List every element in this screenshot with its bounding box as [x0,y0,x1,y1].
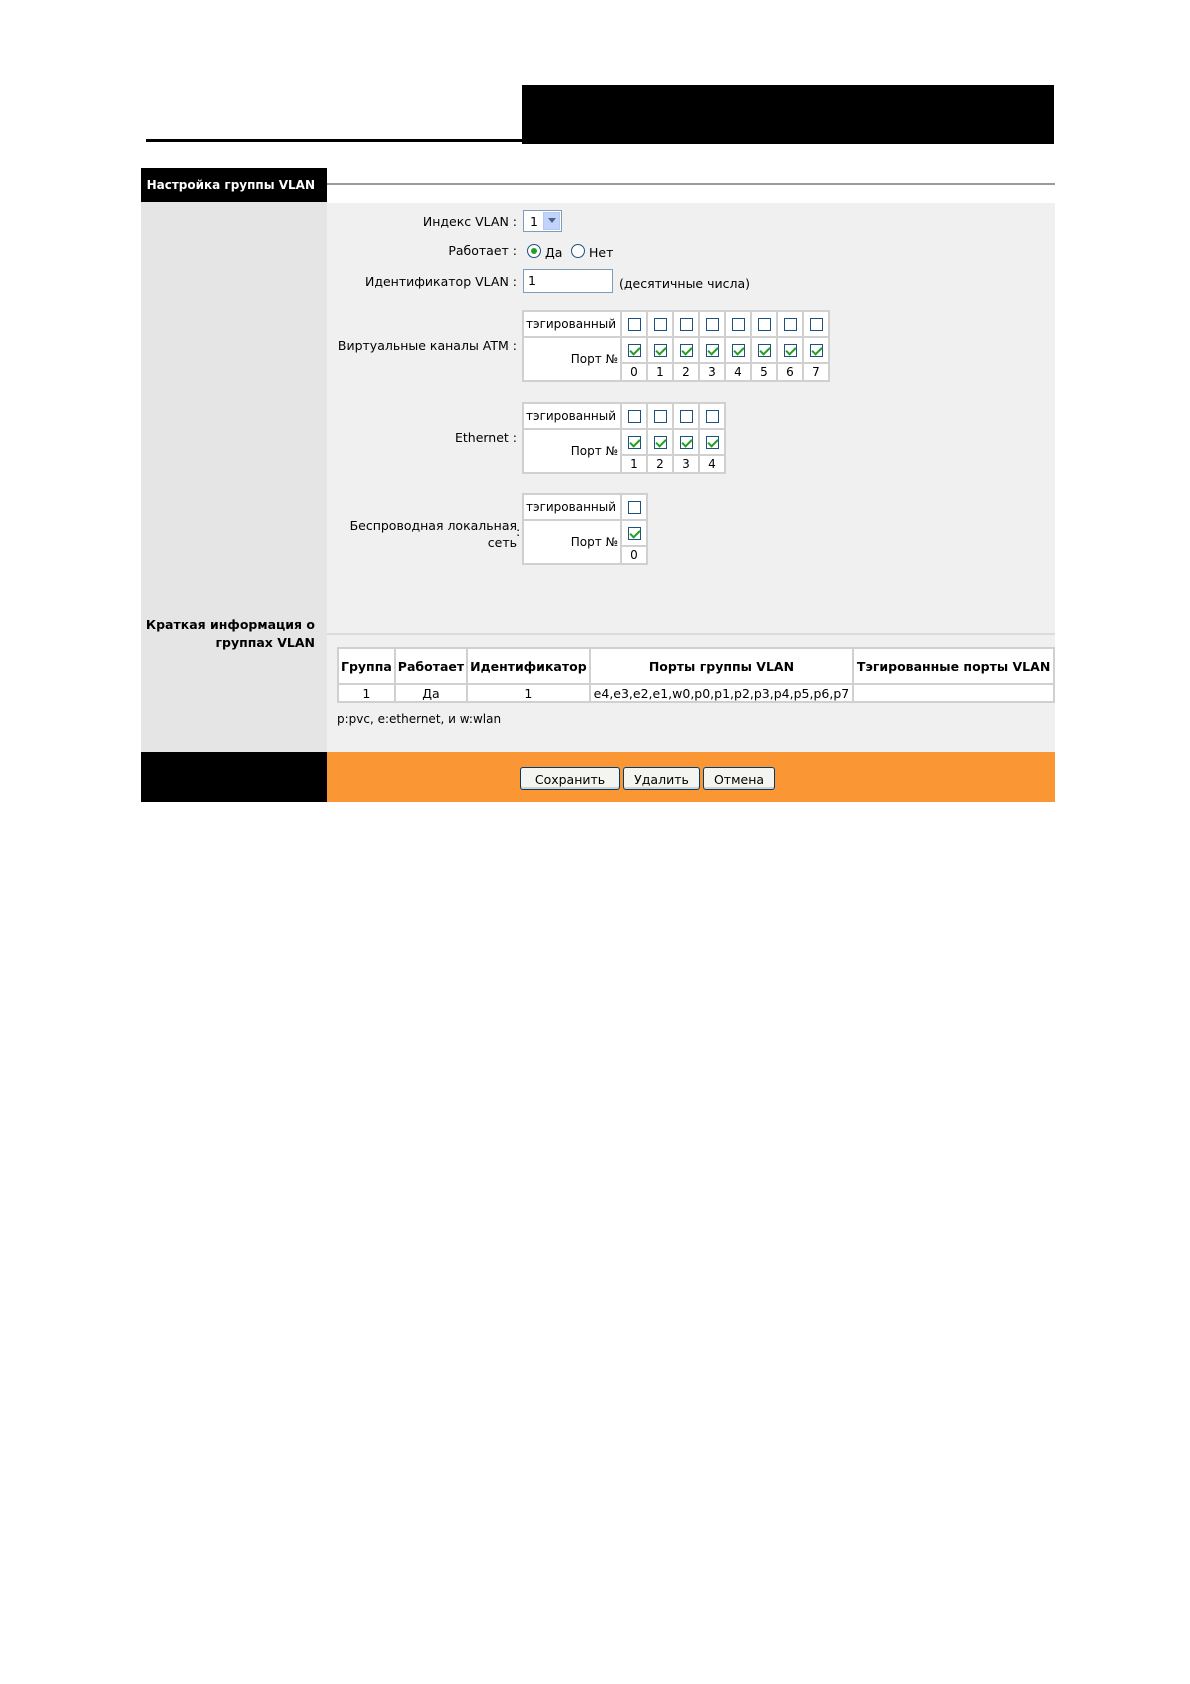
ethernet-member-checkbox-3[interactable] [680,436,693,449]
vlan-summary-table [337,647,1055,703]
atm-label: Виртуальные каналы ATM : [337,338,517,353]
vlan-id-hint: (десятичные числа) [619,276,751,291]
save-button[interactable]: Сохранить [520,767,620,790]
atm-tagged-checkbox-3[interactable] [706,318,719,331]
ethernet-member-checkbox-1[interactable] [628,436,641,449]
active-no-radio[interactable] [571,244,585,258]
ethernet-tagged-checkbox-2[interactable] [654,410,667,423]
wlan-member-checkbox-0[interactable] [628,527,641,540]
atm-member-checkbox-5[interactable] [758,344,771,357]
atm-member-checkbox-3[interactable] [706,344,719,357]
port-label: Порт № [523,429,621,473]
summary-header-id: Идентификатор [467,648,590,684]
summary-header-tagged: Тэгированные порты VLAN [853,648,1054,684]
summary-header-group: Группа [338,648,395,684]
ethernet-tagged-checkbox-3[interactable] [680,410,693,423]
atm-port-table [522,310,830,382]
tagged-label: тэгированный [523,403,621,429]
tagged-label: тэгированный [523,494,621,520]
port-label: Порт № [523,520,621,564]
header-banner [522,85,1054,144]
atm-port-number: 0 [621,363,647,381]
atm-member-checkbox-2[interactable] [680,344,693,357]
summary-cell-ports: e4,e3,e2,e1,w0,p0,p1,p2,p3,p4,p5,p6,p7 [590,684,854,702]
summary-header-active: Работает [395,648,467,684]
cancel-button[interactable]: Отмена [703,767,775,790]
wlan-label-line2: сеть [487,535,517,550]
atm-tagged-checkbox-1[interactable] [654,318,667,331]
vlan-id-label: Идентификатор VLAN : [364,274,517,289]
atm-member-checkbox-0[interactable] [628,344,641,357]
active-no-label: Нет [589,245,614,260]
wlan-port-number: 0 [621,546,647,564]
vlan-id-input[interactable]: 1 [523,269,613,293]
wlan-label-colon: : [516,524,521,539]
summary-header-ports: Порты группы VLAN [590,648,854,684]
atm-tagged-checkbox-6[interactable] [784,318,797,331]
top-spacer-2 [327,185,1055,203]
ethernet-port-number: 2 [647,455,673,473]
wlan-label [350,517,517,551]
port-label: Порт № [523,337,621,381]
atm-port-number: 7 [803,363,829,381]
atm-tagged-checkbox-2[interactable] [680,318,693,331]
ethernet-member-checkbox-2[interactable] [654,436,667,449]
footer-bar [327,752,1055,802]
active-label: Работает : [448,243,517,258]
wlan-tagged-checkbox-0[interactable] [628,501,641,514]
atm-tagged-checkbox-5[interactable] [758,318,771,331]
atm-member-checkbox-6[interactable] [784,344,797,357]
summary-cell-id: 1 [467,684,590,702]
summary-cell-group: 1 [338,684,395,702]
summary-divider [327,633,1055,635]
active-yes-label: Да [545,245,563,260]
atm-member-checkbox-7[interactable] [810,344,823,357]
ethernet-port-number: 1 [621,455,647,473]
summary-cell-tagged [853,684,1054,702]
table-row [338,684,1054,702]
summary-cell-active: Да [395,684,467,702]
ethernet-port-number: 3 [673,455,699,473]
top-spacer [327,168,1055,183]
atm-port-number: 1 [647,363,673,381]
atm-port-number: 2 [673,363,699,381]
atm-port-number: 4 [725,363,751,381]
atm-port-number: 6 [777,363,803,381]
vlan-index-label: Индекс VLAN : [422,214,517,229]
wlan-port-table [522,493,648,565]
delete-button[interactable]: Удалить [623,767,700,790]
ethernet-label: Ethernet : [454,430,517,445]
wlan-label-line1: Беспроводная локальная [349,518,517,533]
chevron-down-icon[interactable] [543,212,560,230]
port-type-legend: p:pvc, e:ethernet, и w:wlan [337,712,502,726]
atm-tagged-checkbox-0[interactable] [628,318,641,331]
atm-tagged-checkbox-7[interactable] [810,318,823,331]
ethernet-port-number: 4 [699,455,725,473]
atm-member-checkbox-4[interactable] [732,344,745,357]
ethernet-tagged-checkbox-1[interactable] [628,410,641,423]
vlan-group-panel [141,168,1055,802]
section-title: Настройка группы VLAN [141,168,327,202]
atm-member-checkbox-1[interactable] [654,344,667,357]
ethernet-port-table [522,402,726,474]
atm-tagged-checkbox-4[interactable] [732,318,745,331]
atm-port-number: 3 [699,363,725,381]
atm-port-number: 5 [751,363,777,381]
ethernet-member-checkbox-4[interactable] [706,436,719,449]
footer-left [141,752,327,802]
tagged-label: тэгированный [523,311,621,337]
sidebar [141,168,327,752]
active-yes-radio[interactable] [527,244,541,258]
vlan-index-value: 1 [530,214,538,229]
summary-section-label: Краткая информация о группах VLAN [145,617,315,650]
header-rule [146,139,524,142]
vlan-index-select[interactable] [523,210,562,232]
ethernet-tagged-checkbox-4[interactable] [706,410,719,423]
